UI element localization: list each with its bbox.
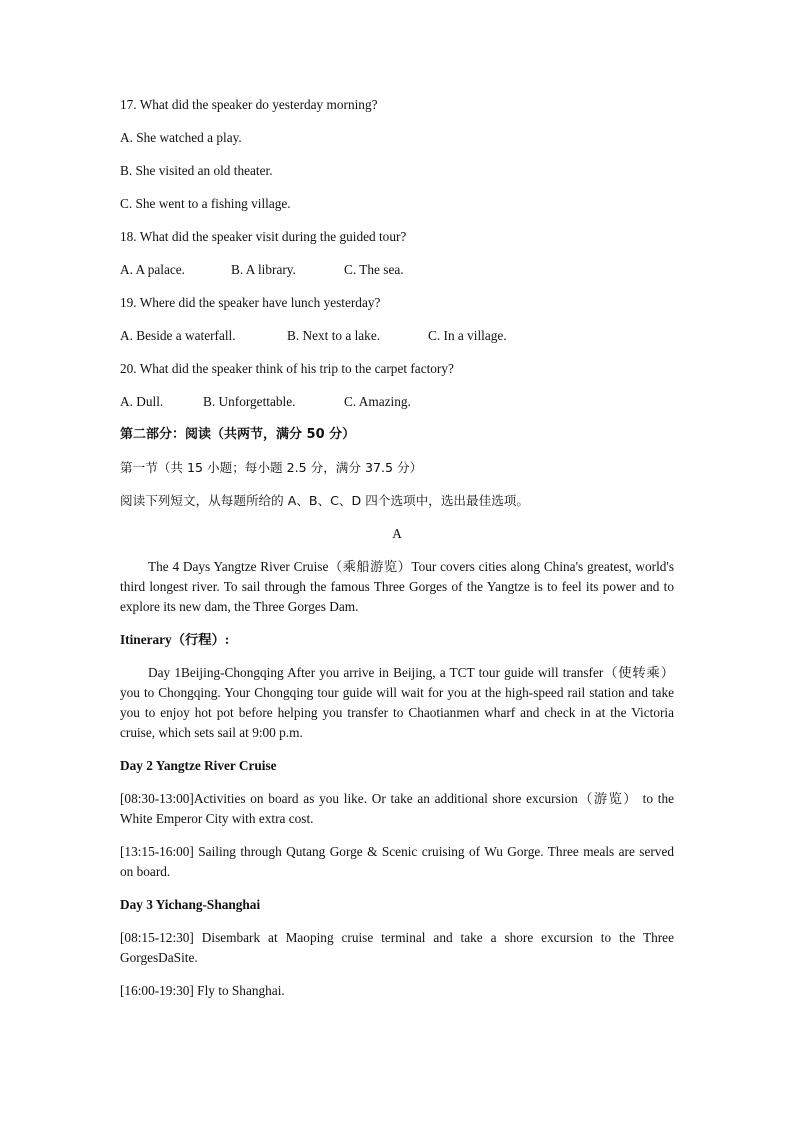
instruction: 阅读下列短文，从每题所给的 A、B、C、D 四个选项中，选出最佳选项。 <box>120 493 529 508</box>
option: C. Amazing. <box>344 394 411 409</box>
option: B. She visited an old theater. <box>120 163 273 178</box>
question-stem: 20. What did the speaker think of his trip to the carpet factory? <box>120 361 454 376</box>
day2-heading: Day 2 Yangtze River Cruise <box>120 758 277 773</box>
day2-item: [13:15-16:00] Sailing through Qutang Gorge & Scenic cruising of Wu Gorge. Three meals are served on board. <box>120 844 674 879</box>
question-stem: 17. What did the speaker do yesterday morning? <box>120 97 378 112</box>
passage-label: A <box>392 526 402 541</box>
option: B. A library. <box>231 262 296 277</box>
day3-item: [16:00-19:30] Fly to Shanghai. <box>120 983 285 998</box>
options-row <box>120 392 674 412</box>
options-row <box>120 326 674 346</box>
option: B. Unforgettable. <box>203 394 296 409</box>
option: A. A palace. <box>120 262 185 277</box>
question-stem: 18. What did the speaker visit during the guided tour? <box>120 229 407 244</box>
option: C. She went to a fishing village. <box>120 196 291 211</box>
option: C. In a village. <box>428 328 507 343</box>
question-stem: 19. Where did the speaker have lunch yesterday? <box>120 295 381 310</box>
section-title: 第一节（共 15 小题；每小题 2.5 分，满分 37.5 分） <box>120 460 423 475</box>
option: A. She watched a play. <box>120 130 242 145</box>
option: B. Next to a lake. <box>287 328 381 343</box>
option: A. Dull. <box>120 394 164 409</box>
part-title: 第二部分：阅读（共两节，满分 50 分） <box>120 427 356 442</box>
day1-paragraph: Day 1Beijing-Chongqing After you arrive in Beijing, a TCT tour guide will transfer（使转乘）you to Chongqing. Your Chongqing tour guide will wait for you at the high-speed rail station and take you to enjoy hot pot before helping you transfer to Chaotianmen wharf and check in at the Victoria cruise, which sets sail at 9:00 p.m. <box>120 665 674 740</box>
option: C. The sea. <box>344 262 404 277</box>
option: A. Beside a waterfall. <box>120 328 236 343</box>
day2-item: [08:30-13:00]Activities on board as you like. Or take an additional shore excursion（游览） to the White Emperor City with extra cost. <box>120 791 674 826</box>
day3-heading: Day 3 Yichang-Shanghai <box>120 897 261 912</box>
itinerary-heading: Itinerary（行程）: <box>120 632 230 647</box>
options-row <box>120 260 674 280</box>
day3-item: [08:15-12:30] Disembark at Maoping cruise terminal and take a shore excursion to the Three GorgesDaSite. <box>120 930 674 965</box>
passage-intro: The 4 Days Yangtze River Cruise（乘船游览）Tour covers cities along China's greatest, world's third longest river. To sail through the famous Three Gorges of the Yangtze is to feel its power and to explore its new dam, the Three Gorges Dam. <box>120 559 674 614</box>
